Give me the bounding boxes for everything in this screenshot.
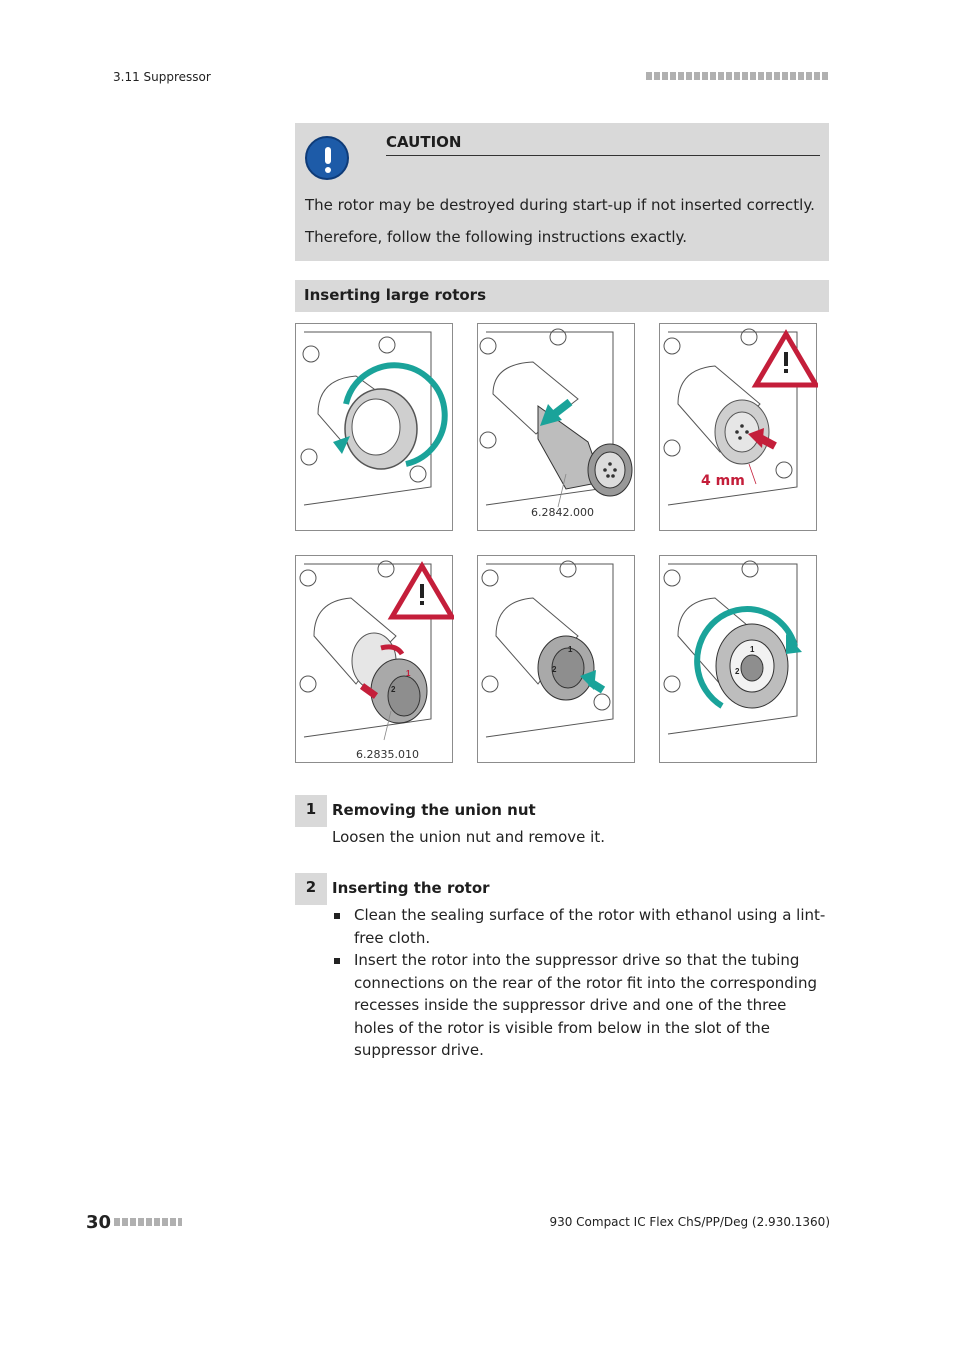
svg-text:2: 2	[552, 665, 557, 674]
figure-remove-nut	[295, 323, 453, 531]
svg-text:1: 1	[568, 645, 573, 654]
svg-text:2: 2	[735, 667, 740, 676]
figure-nut-push	[477, 555, 635, 763]
exclamation-icon	[305, 136, 349, 180]
svg-text:1: 1	[750, 645, 755, 654]
part-number-nut: 6.2835.010	[356, 748, 419, 761]
part-number-rotor: 6.2842.000	[531, 506, 594, 519]
caution-box	[295, 123, 829, 261]
figure-nut-tighten	[659, 555, 817, 763]
caution-title: CAUTION	[386, 133, 820, 156]
running-header: 3.11 Suppressor	[113, 70, 211, 84]
bullet-text: Clean the sealing surface of the rotor with ethanol using a lint-free cloth.	[354, 906, 826, 947]
caution-text-line2: Therefore, follow the following instructions exactly.	[305, 228, 688, 246]
svg-text:1: 1	[406, 669, 411, 678]
list-item	[332, 949, 829, 1062]
caution-text-line1: The rotor may be destroyed during start-up if not inserted correctly.	[305, 196, 815, 214]
header-dot-rule	[646, 72, 830, 80]
list-item	[332, 904, 829, 949]
step-number-2: 2	[295, 873, 327, 905]
svg-text:2: 2	[391, 685, 396, 694]
figure-nut-align	[295, 555, 453, 763]
step-text-1: Loosen the union nut and remove it.	[332, 828, 605, 846]
step-2-bullet-list	[332, 904, 829, 1062]
footer-dot-rule	[114, 1218, 182, 1226]
step-title-1: Removing the union nut	[332, 801, 536, 819]
step-title-2: Inserting the rotor	[332, 879, 490, 897]
footer-product: 930 Compact IC Flex ChS/PP/Deg (2.930.1360)	[549, 1215, 830, 1229]
section-title: Inserting large rotors	[304, 286, 487, 304]
section-heading	[295, 280, 829, 312]
figure-rotor-depth	[659, 323, 817, 531]
page-number: 30	[86, 1212, 112, 1233]
figure-rotor-insert	[477, 323, 635, 531]
dimension-label: 4 mm	[701, 473, 745, 489]
step-number-1: 1	[295, 795, 327, 827]
bullet-text: Insert the rotor into the suppressor drive so that the tubing connections on the rear of the rotor fit into the corresponding recesses inside the suppressor drive and one of the three holes of the rotor is visible from below in the slot of the suppressor drive.	[354, 951, 817, 1059]
